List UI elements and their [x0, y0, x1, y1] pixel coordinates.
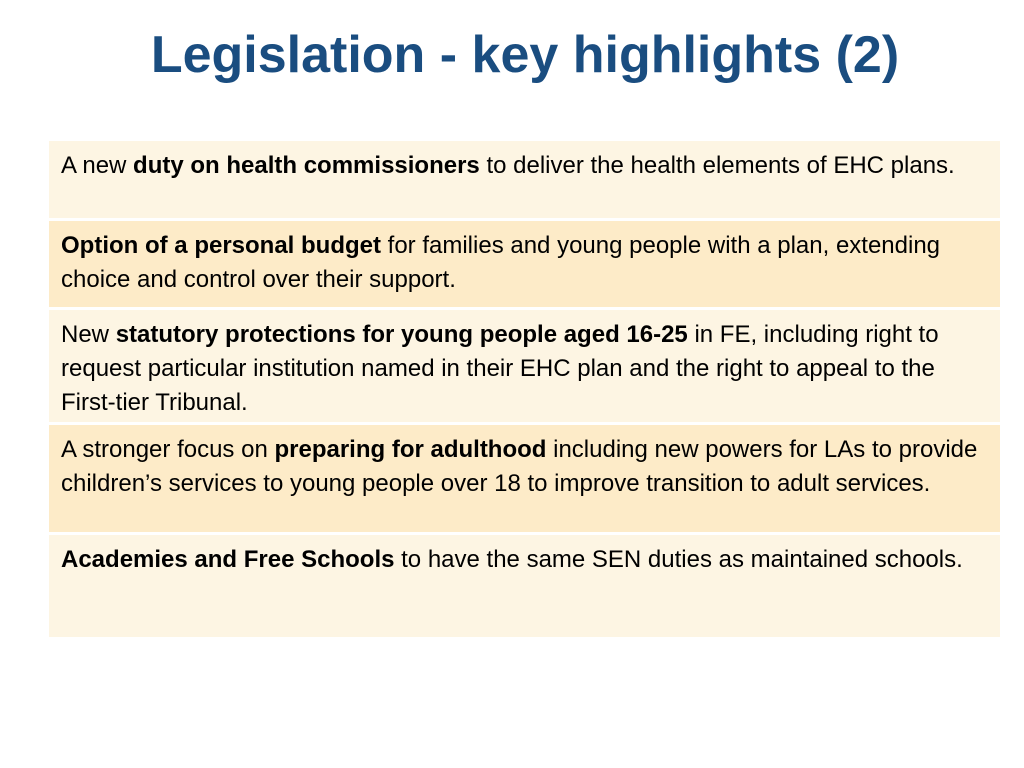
- highlight-text-post: in FE, including right to request particular institution named in their EHC plan and the right to appeal to the First-tier Tribunal.: [61, 321, 939, 416]
- highlight-text-bold: Option of a personal budget: [61, 232, 381, 259]
- highlight-row: [49, 535, 1000, 637]
- highlight-row: [49, 310, 1000, 425]
- highlight-text-post: for families and young people with a plan, extending choice and control over their support.: [61, 232, 941, 293]
- highlight-text-bold: preparing for adulthood: [274, 436, 547, 463]
- highlight-text-bold: duty on health commissioners: [133, 152, 480, 179]
- highlights-table: [49, 141, 1000, 637]
- highlight-text-bold: statutory protections for young people aged 16-25: [115, 321, 688, 348]
- slide-title: Legislation - key highlights (2): [150, 26, 900, 84]
- highlight-row: [49, 221, 1000, 310]
- highlight-text-post: to deliver the health elements of EHC plans.: [479, 152, 955, 179]
- highlight-row: [49, 425, 1000, 535]
- highlight-text-bold: Academies and Free Schools: [61, 546, 395, 573]
- highlight-row: [49, 141, 1000, 221]
- highlight-text-pre: A stronger focus on: [61, 436, 275, 463]
- highlight-text-pre: New: [61, 321, 116, 348]
- highlight-text-pre: A new: [61, 152, 134, 179]
- highlight-text-post: including new powers for LAs to provide children’s services to young people over 18 to improve transition to adult services.: [61, 436, 978, 497]
- highlight-text-post: to have the same SEN duties as maintained schools.: [394, 546, 963, 573]
